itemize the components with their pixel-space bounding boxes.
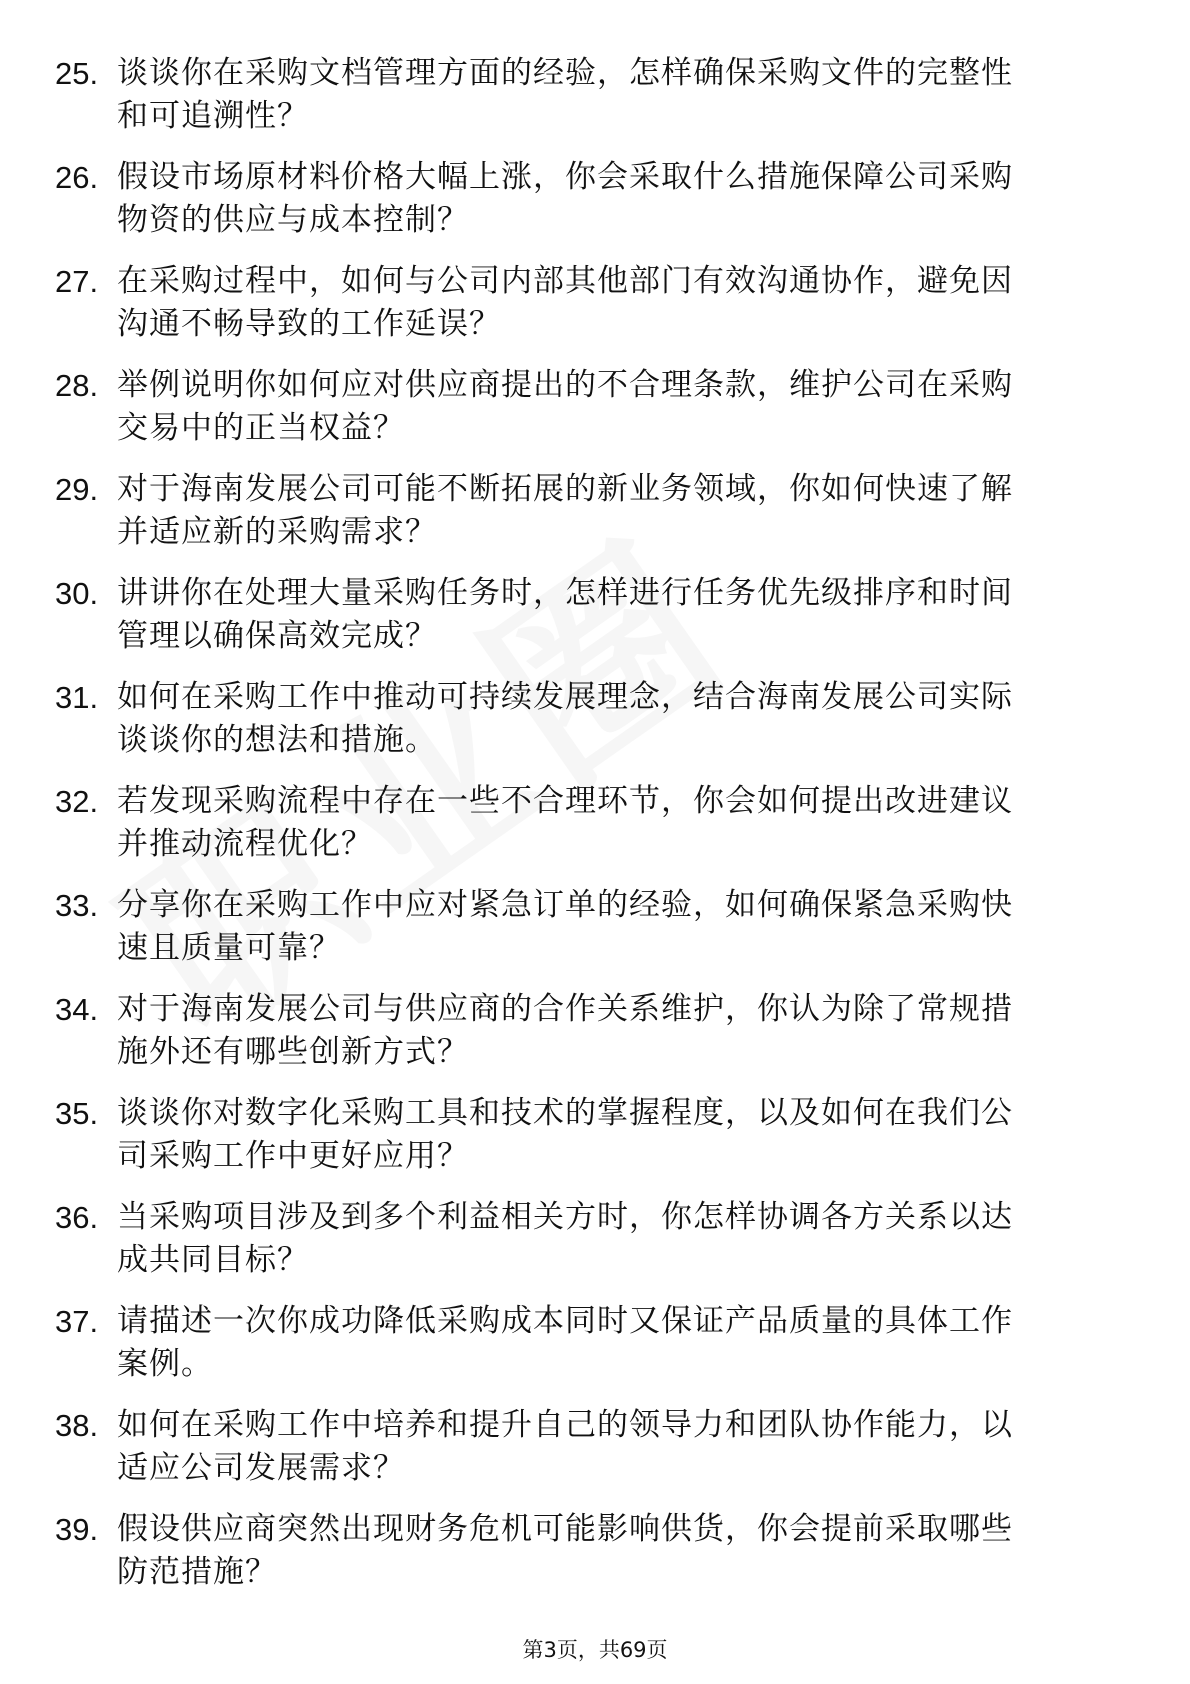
question-text: 请描述一次你成功降低采购成本同时又保证产品质量的具体工作案例。 (117, 1303, 1013, 1382)
question-text: 对于海南发展公司与供应商的合作关系维护，你认为除了常规措施外还有哪些创新方式？ (117, 991, 1013, 1070)
question-text: 在采购过程中，如何与公司内部其他部门有效沟通协作，避免因沟通不畅导致的工作延误？ (117, 263, 1013, 342)
question-number: 31. (55, 680, 99, 715)
question-number: 37. (55, 1304, 99, 1339)
question-text: 讲讲你在处理大量采购任务时，怎样进行任务优先级排序和时间管理以确保高效完成？ (117, 575, 1013, 654)
question-item (0, 676, 1190, 780)
question-item (0, 1508, 1190, 1612)
question-text: 当采购项目涉及到多个利益相关方时，你怎样协调各方关系以达成共同目标？ (117, 1199, 1013, 1278)
question-text: 假设市场原材料价格大幅上涨，你会采取什么措施保障公司采购物资的供应与成本控制？ (117, 159, 1013, 238)
question-number: 30. (55, 576, 99, 611)
question-item (0, 780, 1190, 884)
question-item (0, 1196, 1190, 1300)
question-item (0, 988, 1190, 1092)
question-item (0, 468, 1190, 572)
question-item (0, 364, 1190, 468)
question-text: 假设供应商突然出现财务危机可能影响供货，你会提前采取哪些防范措施？ (117, 1511, 1013, 1590)
question-list (0, 52, 1190, 1612)
question-number: 28. (55, 368, 99, 403)
question-number: 27. (55, 264, 99, 299)
question-item (0, 1300, 1190, 1404)
question-item (0, 156, 1190, 260)
question-number: 32. (55, 784, 99, 819)
question-item (0, 1404, 1190, 1508)
question-text: 谈谈你对数字化采购工具和技术的掌握程度，以及如何在我们公司采购工作中更好应用？ (117, 1095, 1013, 1174)
question-item (0, 1092, 1190, 1196)
question-number: 39. (55, 1512, 99, 1547)
question-number: 29. (55, 472, 99, 507)
question-text: 如何在采购工作中培养和提升自己的领导力和团队协作能力，以适应公司发展需求？ (117, 1407, 1013, 1486)
question-text: 谈谈你在采购文档管理方面的经验，怎样确保采购文件的完整性和可追溯性？ (117, 55, 1013, 134)
question-text: 分享你在采购工作中应对紧急订单的经验，如何确保紧急采购快速且质量可靠？ (117, 887, 1013, 966)
question-number: 25. (55, 56, 99, 91)
question-item (0, 572, 1190, 676)
question-text: 如何在采购工作中推动可持续发展理念，结合海南发展公司实际谈谈你的想法和措施。 (117, 679, 1013, 758)
question-item (0, 260, 1190, 364)
question-number: 35. (55, 1096, 99, 1131)
question-number: 36. (55, 1200, 99, 1235)
question-text: 举例说明你如何应对供应商提出的不合理条款，维护公司在采购交易中的正当权益？ (117, 367, 1013, 446)
question-number: 33. (55, 888, 99, 923)
question-text: 对于海南发展公司可能不断拓展的新业务领域，你如何快速了解并适应新的采购需求？ (117, 471, 1013, 550)
question-number: 38. (55, 1408, 99, 1443)
question-number: 34. (55, 992, 99, 1027)
question-item (0, 52, 1190, 156)
question-number: 26. (55, 160, 99, 195)
question-text: 若发现采购流程中存在一些不合理环节，你会如何提出改进建议并推动流程优化？ (117, 783, 1013, 862)
page-footer: 第3页，共69页 (522, 1638, 668, 1662)
question-item (0, 884, 1190, 988)
